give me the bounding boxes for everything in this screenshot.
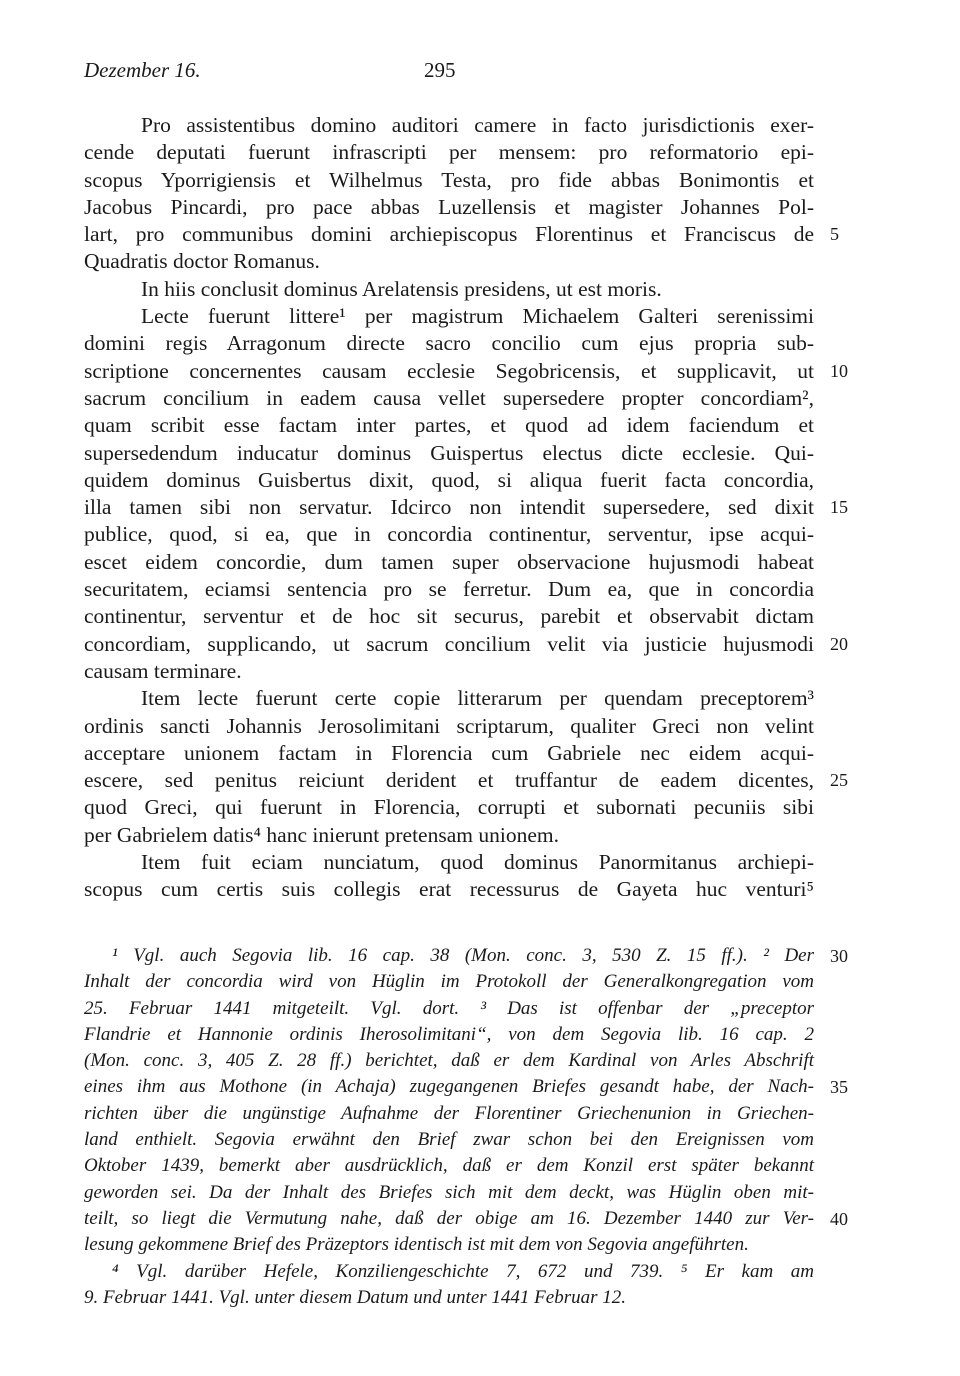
footnote-line-text: eines ihm aus Mothone (in Achaja) zugegangenen Briefes gesandt habe, der Nach- [84, 1076, 814, 1098]
footnote-line [84, 996, 814, 1022]
text-line-text: continentur, serventur et de hoc sit securus, parebit et observabit dictam [84, 604, 814, 629]
footnote-line [84, 1101, 814, 1127]
line-number: 30 [830, 946, 848, 966]
footnote-line-text: ⁴ Vgl. darüber Hefele, Konziliengeschichte 7, 672 und 739. ⁵ Er kam am [112, 1260, 814, 1282]
text-line-text: acceptare unionem factam in Florencia cum Gabriele nec eidem acqui- [84, 740, 814, 765]
text-line-text: ordinis sancti Johannis Jerosolimitani scriptarum, qualiter Greci non velint [84, 713, 814, 738]
footnote-line-text: Inhalt der concordia wird von Hüglin im Protokoll der Generalkongregation vom [84, 971, 814, 993]
text-line-text: sacrum concilium in eadem causa vellet supersedere propter concordiam², [84, 385, 814, 410]
text-line-text: Quadratis doctor Romanus. [84, 249, 320, 274]
line-number: 25 [830, 770, 848, 791]
line-number: 40 [830, 1208, 848, 1229]
text-line [84, 440, 814, 467]
footnote-line-text: land enthielt. Segovia erwähnt den Brief zwar schon bei den Ereignissen vom [84, 1129, 814, 1151]
footnote-line-text: geworden sei. Da der Inhalt des Briefes sich mit dem deckt, was Hüglin oben mit- [84, 1181, 814, 1203]
footnote-line-text: teilt, so liegt die Vermutung nahe, daß der obige am 16. Dezember 1440 zur Ver- [84, 1207, 814, 1229]
line-number: 15 [830, 497, 848, 518]
text-line-text: Lecte fuerunt littere¹ per magistrum Michaelem Galteri serenissimi [141, 304, 814, 329]
footnote-line [84, 1048, 814, 1074]
line-number: 5 [830, 224, 839, 245]
text-line-text: cende deputati fuerunt infrascripti per mensem: pro reformatorio epi- [84, 140, 814, 165]
text-line-text: illa tamen sibi non servatur. Idcirco non intendit supersedere, sed dixit [84, 495, 814, 520]
text-line-text: escet eidem concordie, dum tamen super observacione hujusmodi habeat [84, 549, 814, 574]
text-line [84, 303, 814, 330]
footnote-line [84, 1259, 814, 1285]
text-line-text: causam terminare. [84, 658, 242, 683]
text-line [84, 494, 848, 521]
text-line [84, 740, 814, 767]
text-line-text: escere, sed penitus reiciunt derident et truffantur de eadem dicentes, [84, 768, 814, 793]
line-number: 10 [830, 360, 848, 381]
text-line-text: In hiis conclusit dominus Arelatensis presidens, ut est moris. [141, 276, 662, 301]
text-line [84, 412, 814, 439]
footnote-line-text: 25. Februar 1441 mitgeteilt. Vgl. dort. ³ Das ist offenbar der „preceptor [84, 997, 814, 1019]
text-line-text: concordiam, supplicando, ut sacrum concilium velit via justicie hujusmodi [84, 631, 814, 656]
text-line-text: scriptione concernentes causam ecclesie Segobricensis, et supplicavit, ut [84, 358, 814, 383]
running-head: Dezember 16. [84, 58, 201, 82]
footnote-line-text: 9. Februar 1441. Vgl. unter diesem Datum und unter 1441 Februar 12. [84, 1286, 626, 1308]
text-line [84, 713, 814, 740]
text-line [84, 112, 814, 139]
text-line-text: domini regis Arragonum directe sacro concilio cum ejus propria sub- [84, 331, 814, 356]
text-line [84, 794, 814, 821]
footnote-line-text: (Mon. conc. 3, 405 Z. 28 ff.) berichtet, daß er dem Kardinal von Arles Abschrift [84, 1050, 814, 1072]
line-number: 35 [830, 1077, 848, 1098]
text-line-text: Item fuit eciam nunciatum, quod dominus Panormitanus archiepi- [141, 850, 814, 875]
text-line [84, 521, 814, 548]
text-line [84, 549, 814, 576]
text-line-text: scopus Yporrigiensis et Wilhelmus Testa, pro fide abbas Bonimontis et [84, 167, 814, 192]
footnote-line [84, 1127, 814, 1153]
text-line [84, 467, 814, 494]
text-line-text: securitatem, eciamsi sentencia pro se ferretur. Dum ea, que in concordia [84, 577, 814, 602]
footnote-line [84, 969, 814, 995]
page-header [84, 58, 814, 88]
footnote-line [84, 1232, 814, 1258]
footnote-line-text: ¹ Vgl. auch Segovia lib. 16 cap. 38 (Mon. conc. 3, 530 Z. 15 ff.). ² Der [112, 945, 814, 966]
text-line-text: quod Greci, qui fuerunt in Florencia, corrupti et subornati pecuniis sibi [84, 795, 814, 820]
footnote-line [84, 1206, 848, 1232]
text-line [84, 631, 848, 658]
footnote-line [84, 1153, 814, 1179]
text-line [84, 358, 848, 385]
text-line-text: scopus cum certis suis collegis erat recessurus de Gayeta huc venturi⁵ [84, 877, 814, 902]
footnote-line-text: Oktober 1439, bemerkt aber ausdrücklich, daß er dem Konzil erst später bekannt [84, 1155, 814, 1177]
footnote-line [84, 1022, 814, 1048]
footnote-line-text: richten über die ungünstige Aufnahme der Florentiner Griechenunion in Griechen- [84, 1102, 814, 1124]
main-text [84, 112, 848, 904]
footnote-line-text: lesung gekommene Brief des Präzeptors identisch ist mit dem von Segovia angeführten. [84, 1234, 749, 1256]
line-number: 20 [830, 633, 848, 654]
footnote-line [84, 1285, 814, 1311]
page-number: 295 [424, 58, 456, 82]
text-line-text: Item lecte fuerunt certe copie litterarum per quendam preceptorem³ [141, 686, 814, 711]
text-line-text: Pro assistentibus domino auditori camere in facto jurisdictionis exer- [141, 113, 814, 137]
text-line [84, 194, 814, 221]
text-line [84, 167, 814, 194]
text-line-text: supersedendum inducatur dominus Guispertus electus dicte ecclesie. Qui- [84, 440, 814, 465]
text-line [84, 822, 814, 849]
footnotes [84, 943, 848, 1311]
text-line [84, 248, 814, 275]
text-line-text: publice, quod, si ea, que in concordia continentur, serventur, ipse acqui- [84, 522, 814, 547]
footnote-line [84, 1074, 848, 1100]
text-line-text: Jacobus Pincardi, pro pace abbas Luzellensis et magister Johannes Pol- [84, 194, 814, 219]
text-line [84, 685, 814, 712]
text-line [84, 576, 814, 603]
text-line-text: per Gabrielem datis⁴ hanc inierunt pretensam unionem. [84, 822, 559, 847]
text-line [84, 876, 814, 903]
footnote-line-text: Flandrie et Hannonie ordinis Iherosolimitani“, von dem Segovia lib. 16 cap. 2 [84, 1023, 814, 1045]
text-line [84, 767, 848, 794]
footnote-line [84, 943, 848, 969]
text-line [84, 221, 839, 248]
text-line-text: quam scribit esse factam inter partes, et quod ad idem faciendum et [84, 413, 814, 438]
text-line [84, 139, 814, 166]
footnote-line [84, 1180, 814, 1206]
text-line-text: quidem dominus Guisbertus dixit, quod, si aliqua fuerit facta concordia, [84, 467, 814, 492]
text-line [84, 276, 814, 303]
text-line [84, 385, 814, 412]
text-line [84, 849, 814, 876]
text-line [84, 330, 814, 357]
text-line [84, 603, 814, 630]
text-line-text: lart, pro communibus domini archiepiscopus Florentinus et Franciscus de [84, 222, 814, 247]
text-line [84, 658, 814, 685]
